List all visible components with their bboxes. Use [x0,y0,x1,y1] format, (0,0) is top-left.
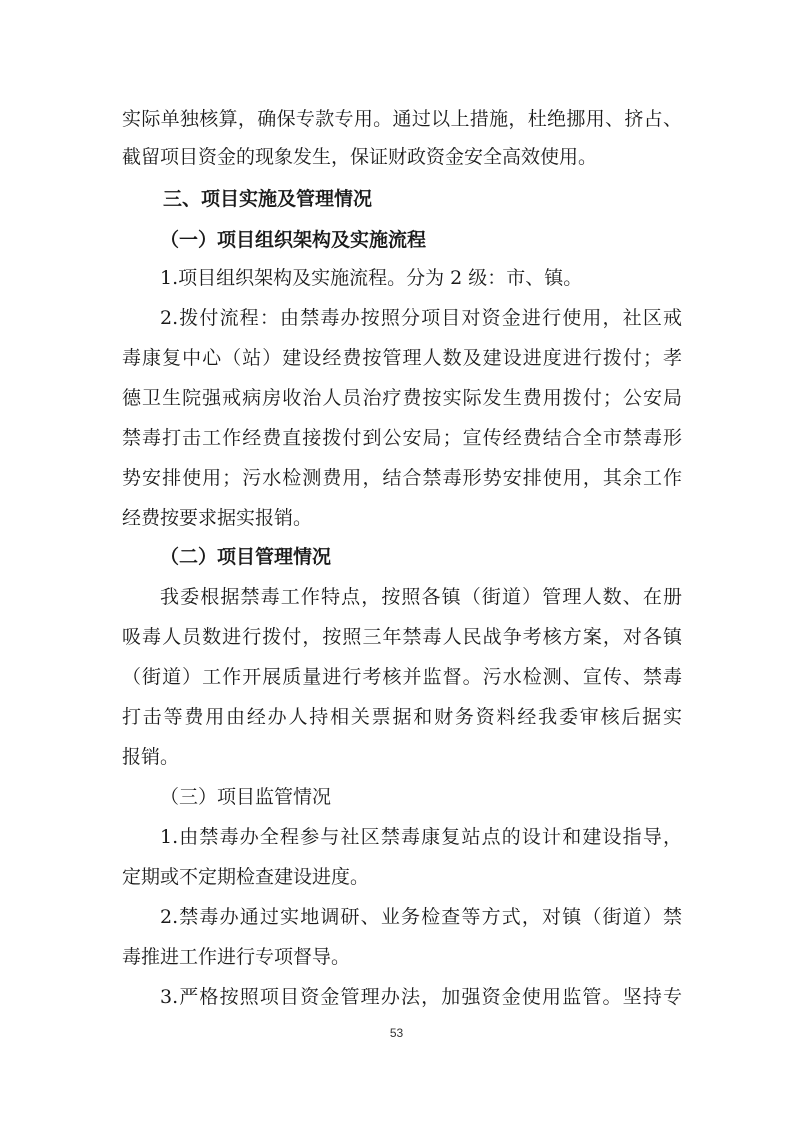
subsection-heading: （二）项目管理情况 [160,546,332,568]
paragraph-line: 2.拨付流程：由禁毒办按照分项目对资金进行使用，社区戒 [160,307,682,329]
subsection-heading: （一）项目组织架构及实施流程 [160,229,427,251]
page-number: 53 [389,1026,404,1040]
paragraph-line: 3.严格按照项目资金管理办法，加强资金使用监管。坚持专 [160,986,682,1008]
paragraph-line: 2.禁毒办通过实地调研、业务检查等方式，对镇（街道）禁 [160,906,682,928]
paragraph-line: 经费按要求据实报销。 [122,507,313,529]
paragraph-line: 1.由禁毒办全程参与社区禁毒康复站点的设计和建设指导， [160,826,682,848]
paragraph-line: 势安排使用；污水检测费用，结合禁毒形势安排使用，其余工作 [122,467,682,489]
subsection-heading: （三）项目监管情况 [160,786,332,808]
paragraph-line: 毒推进工作进行专项督导。 [122,946,351,968]
paragraph-line: 1.项目组织架构及实施流程。分为 2 级：市、镇。 [160,267,583,289]
paragraph-line: 定期或不定期检查建设进度。 [122,866,370,888]
paragraph-line: 吸毒人员数进行拨付，按照三年禁毒人民战争考核方案，对各镇 [122,626,682,648]
paragraph-line: 德卫生院强戒病房收治人员治疗费按实际发生费用拨付；公安局 [122,387,682,409]
section-heading: 三、项目实施及管理情况 [163,188,373,210]
paragraph-line: 截留项目资金的现象发生，保证财政资金安全高效使用。 [122,146,598,168]
paragraph-line: 打击等费用由经办人持相关票据和财务资料经我委审核后据实 [122,706,682,728]
paragraph-line: 报销。 [122,746,180,768]
paragraph-line: 毒康复中心（站）建设经费按管理人数及建设进度进行拨付；孝 [122,347,682,369]
paragraph-line: （街道）工作开展质量进行考核并监督。污水检测、宣传、禁毒 [122,666,682,688]
paragraph-line: 实际单独核算，确保专款专用。通过以上措施，杜绝挪用、挤占、 [122,108,682,130]
paragraph-line: 禁毒打击工作经费直接拨付到公安局；宣传经费结合全市禁毒形 [122,427,682,449]
paragraph-line: 我委根据禁毒工作特点，按照各镇（街道）管理人数、在册 [160,586,682,608]
